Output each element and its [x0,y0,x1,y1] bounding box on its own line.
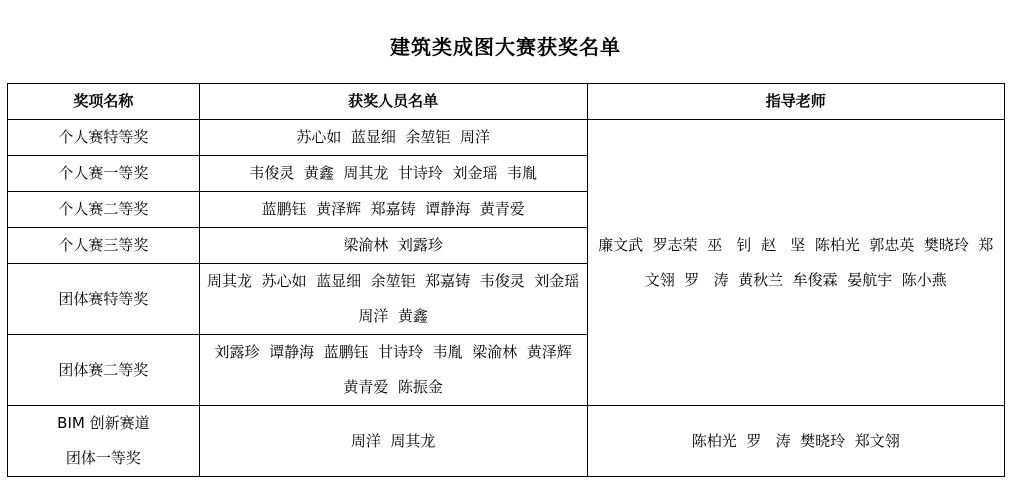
names-cell: 苏心如 蓝显细 余堃钜 周洋 [199,120,587,156]
names-cell: 蓝鹏钰 黄泽辉 郑嘉铸 谭静海 黄青爱 [199,192,587,228]
award-cell: BIM 创新赛道 团体一等奖 [8,406,200,477]
page-title: 建筑类成图大赛获奖名单 [390,35,621,59]
advisor-cell: 陈柏光 罗 涛 樊晓玲 郑文翎 [587,406,1004,477]
names-cell: 周其龙 苏心如 蓝显细 余堃钜 郑嘉铸 韦俊灵 刘金瑶 周洋 黄鑫 [199,264,587,335]
award-cell: 个人赛特等奖 [8,120,200,156]
header-award: 奖项名称 [8,84,200,120]
award-cell: 个人赛二等奖 [8,192,200,228]
award-table [7,83,1005,477]
table-row [8,120,1005,156]
header-names: 获奖人员名单 [199,84,587,120]
table-row [8,406,1005,477]
names-cell: 梁渝林 刘露珍 [199,228,587,264]
award-cell: 团体赛二等奖 [8,335,200,406]
header-advisor: 指导老师 [587,84,1004,120]
award-cell: 团体赛特等奖 [8,264,200,335]
names-cell: 韦俊灵 黄鑫 周其龙 甘诗玲 刘金瑶 韦胤 [199,156,587,192]
table-header-row [8,84,1005,120]
advisor-cell: 廉文武 罗志荣 巫 钊 赵 坚 陈柏光 郭忠英 樊晓玲 郑文翎 罗 涛 黄秋兰 牟俊霖 晏航宇 陈小燕 [587,120,1004,406]
award-cell: 个人赛三等奖 [8,228,200,264]
names-cell: 周洋 周其龙 [199,406,587,477]
names-cell: 刘露珍 谭静海 蓝鹏钰 甘诗玲 韦胤 梁渝林 黄泽辉 黄青爱 陈振金 [199,335,587,406]
award-cell: 个人赛一等奖 [8,156,200,192]
